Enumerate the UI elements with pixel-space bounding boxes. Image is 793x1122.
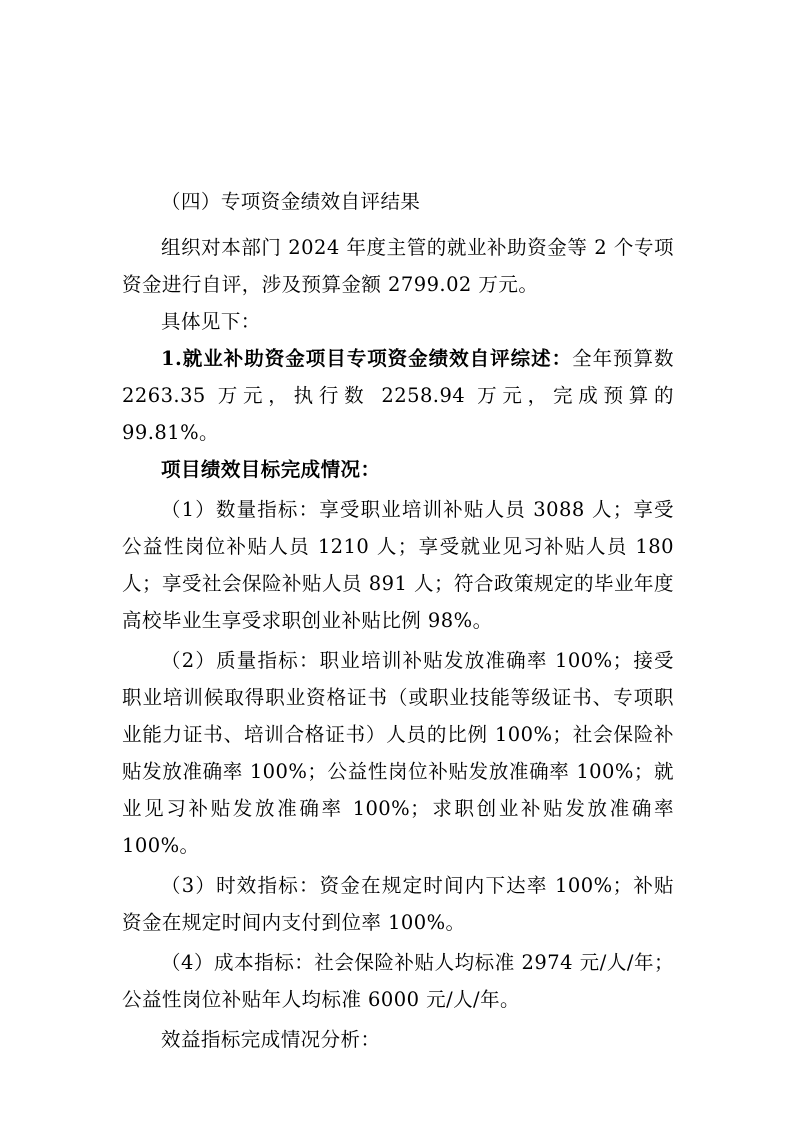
document-body — [122, 183, 674, 1058]
timeliness-indicator: （3）时效指标：资金在规定时间内下达率 100%；补贴资金在规定时间内支付到位率 100%。 — [122, 874, 674, 934]
section-heading: （四）专项资金绩效自评结果 — [161, 190, 421, 213]
targets-heading: 项目绩效目标完成情况： — [161, 458, 381, 481]
intro-paragraph: 组织对本部门 2024 年度主管的就业补助资金等 2 个专项资金进行自评，涉及预算金额 2799.02 万元。 — [122, 236, 674, 296]
benefit-heading: 效益指标完成情况分析： — [161, 1028, 381, 1051]
quality-indicator: （2）质量指标：职业培训补贴发放准确率 100%；接受职业培训候取得职业资格证书（或职业技能等级证书、专项职业能力证书、培训合格证书）人员的比例 100%；社会保险补贴发放准确率 100%；公益性岗位补贴发放准确率 100%；就业见习补贴发放准确率 100%；求职创业补贴发放准确率 100%。 — [122, 649, 674, 857]
details-label: 具体见下： — [161, 310, 261, 333]
item1-summary: 全年预算数 2263.35 万元，执行数 2258.94 万元，完成预算的 99.81%。 — [122, 347, 674, 444]
cost-indicator: （4）成本指标：社会保险补贴人均标准 2974 元/人/年；公益性岗位补贴年人均标准 6000 元/人/年。 — [122, 951, 674, 1011]
item1-paragraph — [122, 340, 674, 451]
quantity-indicator: （1）数量指标：享受职业培训补贴人员 3088 人；享受公益性岗位补贴人员 1210 人；享受就业见习补贴人员 180 人；享受社会保险补贴人员 891 人；符合政策规定的毕业年度高校毕业生享受求职创业补贴比例 98%。 — [122, 498, 674, 632]
item1-title: 1.就业补助资金项目专项资金绩效自评综述： — [161, 347, 573, 370]
